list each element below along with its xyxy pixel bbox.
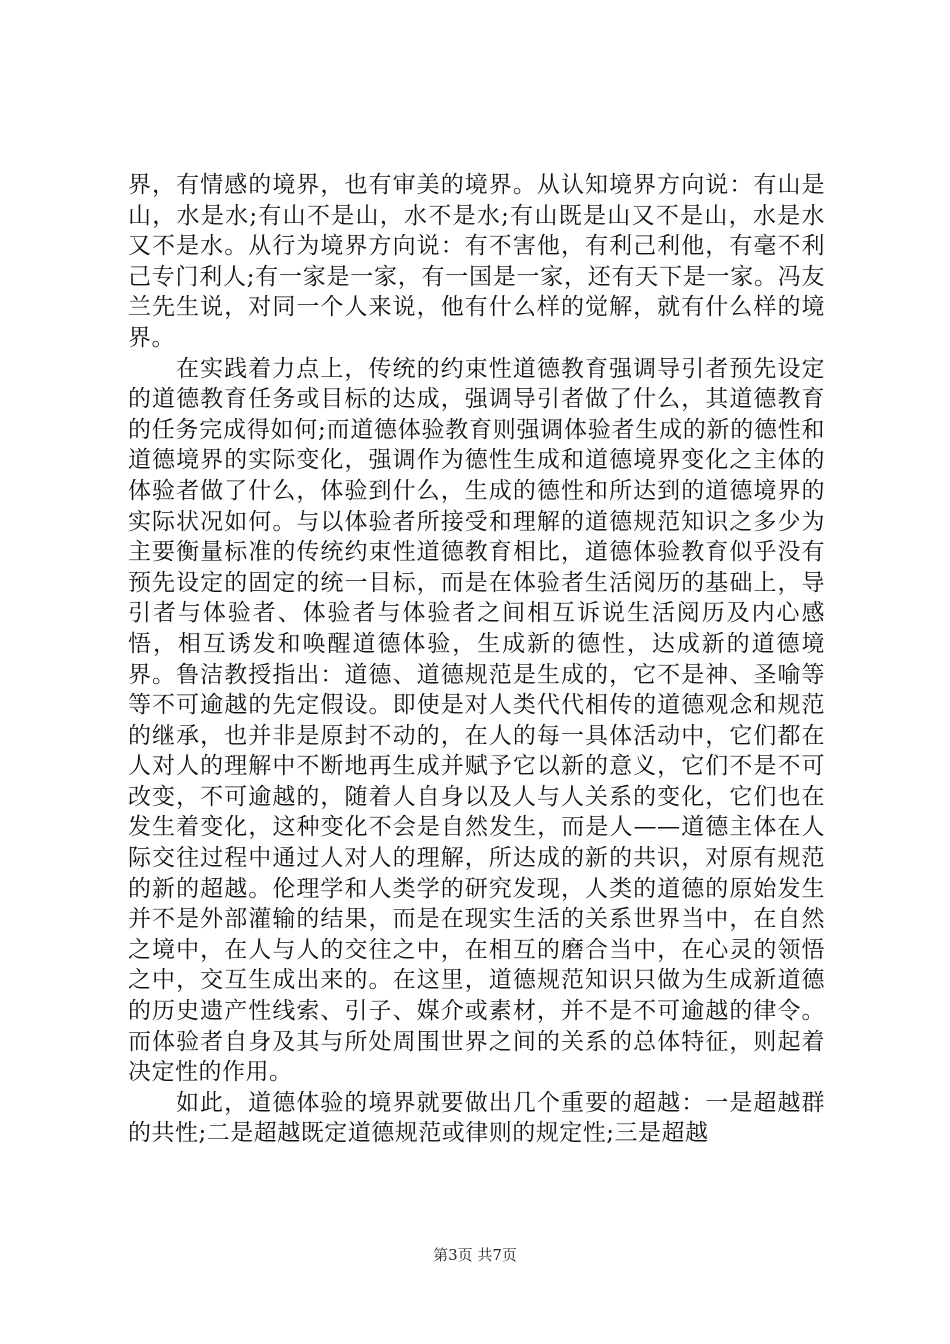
- paragraph-2: 在实践着力点上，传统的约束性道德教育强调导引者预先设定的道德教育任务或目标的达成，强调导引者做了什么，其道德教育的任务完成得如何;而道德体验教育则强调体验者生成的新的德性和道德境界的实际变化，强调作为德性生成和道德境界变化之主体的体验者做了什么，体验到什么，生成的德性和所达到的道德境界的实际状况如何。与以体验者所接受和理解的道德规范知识之多少为主要衡量标准的传统约束性道德教育相比，道德体验教育似乎没有预先设定的固定的统一目标，而是在体验者生活阅历的基础上，导引者与体验者、体验者与体验者之间相互诉说生活阅历及内心感悟，相互诱发和唤醒道德体验，生成新的德性，达成新的道德境界。鲁洁教授指出：道德、道德规范是生成的，它不是神、圣喻等等不可逾越的先定假设。即使是对人类代代相传的道德观念和规范的继承，也并非是原封不动的，在人的每一具体活动中，它们都在人对人的理解中不断地再生成并赋予它以新的意义，它们不是不可改变，不可逾越的，随着人自身以及人与人关系的变化，它们也在发生着变化，这种变化不会是自然发生，而是人——道德主体在人际交往过程中通过人对人的理解，所达成的新的共识，对原有规范的新的超越。伦理学和人类学的研究发现，人类的道德的原始发生并不是外部灌输的结果，而是在现实生活的关系世界当中，在自然之境中，在人与人的交往之中，在相互的磨合当中，在心灵的领悟之中，交互生成出来的。在这里，道德规范知识只做为生成新道德的历史遗产性线索、引子、媒介或素材，并不是不可逾越的律令。而体验者自身及其与所处周围世界之间的关系的总体特征，则起着决定性的作用。: [128, 355, 825, 1086]
- paragraph-1: 界，有情感的境界，也有审美的境界。从认知境界方向说：有山是山，水是水;有山不是山，水不是水;有山既是山又不是山，水是水又不是水。从行为境界方向说：有不害他，有利己利他，有毫不利己专门利人;有一家是一家，有一国是一家，还有天下是一家。冯友兰先生说，对同一个人来说，他有什么样的觉解，就有什么样的境界。: [128, 172, 825, 351]
- page-footer: 第3页 共7页: [433, 1246, 517, 1264]
- paragraph-3: 如此，道德体验的境界就要做出几个重要的超越：一是超越群的共性;二是超越既定道德规范或律则的规定性;三是超越: [128, 1089, 825, 1147]
- document-body: [128, 170, 825, 1149]
